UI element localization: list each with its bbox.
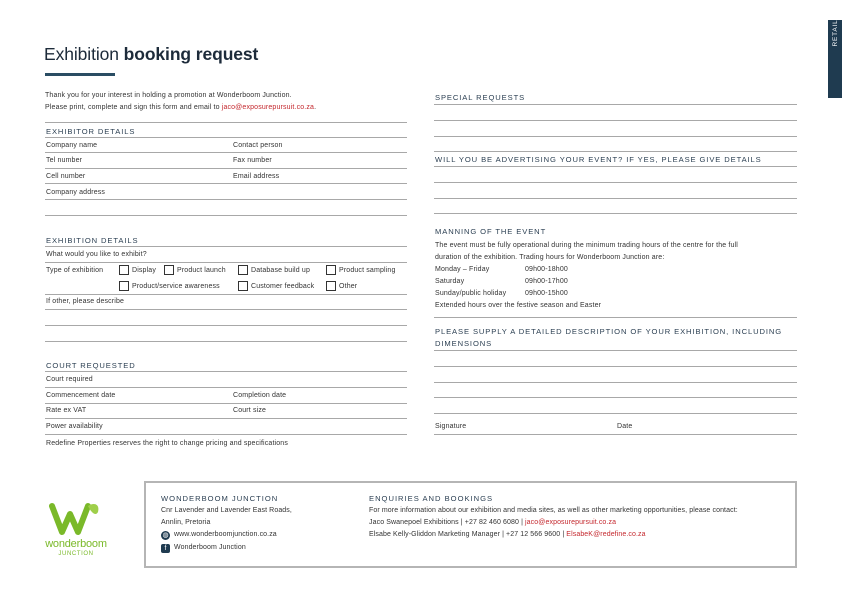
divider xyxy=(45,341,407,342)
display-checkbox[interactable] xyxy=(119,265,129,275)
database-build-up-checkbox[interactable] xyxy=(238,265,248,275)
logo-wordmark: wonderboom xyxy=(45,538,107,550)
fax-number-field[interactable]: Fax number xyxy=(233,157,272,164)
exhibit-question: What would you like to exhibit? xyxy=(46,251,147,258)
retail-tab-label: RETAIL xyxy=(832,19,839,47)
description-line[interactable] xyxy=(434,382,797,383)
contact-jaco-email[interactable]: jaco@exposurepursuit.co.za xyxy=(525,519,617,526)
divider xyxy=(45,418,407,419)
display-option-label: Display xyxy=(132,267,157,274)
advertising-heading: WILL YOU BE ADVERTISING YOUR EVENT? IF YES, PLEASE GIVE DETAILS xyxy=(435,155,762,164)
product-sampling-option-label: Product sampling xyxy=(339,267,396,274)
power-availability-field[interactable]: Power availability xyxy=(46,423,103,430)
logo-subtitle: JUNCTION xyxy=(58,551,94,557)
facebook-icon: f xyxy=(161,544,170,553)
divider xyxy=(45,122,407,123)
centre-heading: WONDERBOOM JUNCTION xyxy=(161,494,279,503)
wonderboom-w-icon xyxy=(36,500,116,538)
divider xyxy=(45,387,407,388)
database-build-up-option-label: Database build up xyxy=(251,267,310,274)
divider xyxy=(45,168,407,169)
court-required-field[interactable]: Court required xyxy=(46,376,93,383)
description-line[interactable] xyxy=(434,350,797,351)
product-launch-option-label: Product launch xyxy=(177,267,226,274)
type-of-exhibition-label: Type of exhibition xyxy=(46,267,104,274)
wonderboom-logo xyxy=(36,500,116,560)
divider xyxy=(45,137,407,138)
manning-heading: MANNING OF THE EVENT xyxy=(435,227,547,236)
description-heading-line-1: PLEASE SUPPLY A DETAILED DESCRIPTION OF YOUR EXHIBITION, INCLUDING xyxy=(435,327,783,336)
tel-number-field[interactable]: Tel number xyxy=(46,157,83,164)
advertising-line[interactable] xyxy=(434,213,797,214)
hours-day-saturday: Saturday xyxy=(435,278,465,285)
company-name-field[interactable]: Company name xyxy=(46,142,98,149)
pricing-disclaimer: Redefine Properties reserves the right to change pricing and specifications xyxy=(46,440,288,447)
product-sampling-checkbox[interactable] xyxy=(326,265,336,275)
enquiries-text: For more information about our exhibition and media sites, as well as other marketing opportunities, please contact: xyxy=(369,507,738,514)
customer-feedback-option-label: Customer feedback xyxy=(251,283,315,290)
court-requested-heading: COURT REQUESTED xyxy=(46,361,136,370)
description-line[interactable] xyxy=(434,397,797,398)
email-address-field[interactable]: Email address xyxy=(233,173,280,180)
divider xyxy=(45,183,407,184)
rate-ex-vat-field[interactable]: Rate ex VAT xyxy=(46,407,87,414)
intro-prefix: Please print, complete and sign this form and email to xyxy=(45,104,222,111)
divider xyxy=(434,317,797,318)
website-link[interactable]: www.wonderboomjunction.co.za xyxy=(174,531,277,538)
divider xyxy=(45,246,407,247)
cell-number-field[interactable]: Cell number xyxy=(46,173,86,180)
completion-date-field[interactable]: Completion date xyxy=(233,392,287,399)
divider xyxy=(45,294,407,295)
advertising-line[interactable] xyxy=(434,182,797,183)
address-line-1: Cnr Lavender and Lavender East Roads, xyxy=(161,507,292,514)
facebook-link[interactable]: Wonderboom Junction xyxy=(174,544,246,551)
special-requests-line[interactable] xyxy=(434,151,797,152)
extended-hours-note: Extended hours over the festive season and Easter xyxy=(435,302,602,309)
contact-person-field[interactable]: Contact person xyxy=(233,142,283,149)
advertising-line[interactable] xyxy=(434,198,797,199)
exhibitor-details-heading: EXHIBITOR DETAILS xyxy=(46,127,136,136)
retail-tab xyxy=(828,20,842,98)
contact-jaco-text: Jaco Swanepoel Exhibitions | +27 82 460 6080 | xyxy=(369,519,526,526)
enquiries-heading: ENQUIRIES AND BOOKINGS xyxy=(369,494,494,503)
other-checkbox[interactable] xyxy=(326,281,336,291)
product-service-awareness-option-label: Product/service awareness xyxy=(132,283,220,290)
title-bold: booking request xyxy=(123,44,259,64)
divider xyxy=(45,371,407,372)
company-address-field[interactable]: Company address xyxy=(46,189,106,196)
contact-jaco xyxy=(369,517,616,530)
hours-time-sunday: 09h00-15h00 xyxy=(525,290,568,297)
special-requests-line[interactable] xyxy=(434,136,797,137)
contact-elsabe xyxy=(369,529,646,542)
product-service-awareness-checkbox[interactable] xyxy=(119,281,129,291)
divider xyxy=(45,152,407,153)
divider xyxy=(45,262,407,263)
court-size-field[interactable]: Court size xyxy=(233,407,267,414)
divider xyxy=(45,325,407,326)
manning-line-2: duration of the exhibition. Trading hours for Wonderboom Junction are: xyxy=(435,254,665,261)
title-underline xyxy=(45,73,115,76)
date-field[interactable]: Date xyxy=(617,423,633,430)
if-other-field[interactable]: If other, please describe xyxy=(46,298,125,305)
contact-elsabe-text: Elsabe Kelly-Gliddon Marketing Manager | +27 12 566 9600 | xyxy=(369,531,567,538)
description-line[interactable] xyxy=(434,413,797,414)
description-line[interactable] xyxy=(434,366,797,367)
description-heading-line-2: DIMENSIONS xyxy=(435,339,493,348)
divider xyxy=(45,215,407,216)
divider xyxy=(45,199,407,200)
contact-elsabe-email[interactable]: ElsabeK@redefine.co.za xyxy=(566,531,646,538)
special-requests-line[interactable] xyxy=(434,120,797,121)
special-requests-line[interactable] xyxy=(434,104,797,105)
address-line-2: Annlin, Pretoria xyxy=(161,519,211,526)
intro-suffix: . xyxy=(314,104,317,111)
divider xyxy=(45,403,407,404)
other-option-label: Other xyxy=(339,283,358,290)
exhibition-details-heading: EXHIBITION DETAILS xyxy=(46,236,139,245)
title-regular: Exhibition xyxy=(44,44,119,64)
intro-email-link[interactable]: jaco@exposurepursuit.co.za xyxy=(221,104,315,111)
divider xyxy=(45,309,407,310)
hours-time-saturday: 09h00-17h00 xyxy=(525,278,568,285)
hours-day-weekday: Monday – Friday xyxy=(435,266,490,273)
product-launch-checkbox[interactable] xyxy=(164,265,174,275)
divider xyxy=(434,434,797,435)
intro-line-2 xyxy=(45,102,316,114)
page-title xyxy=(44,44,258,65)
commencement-date-field[interactable]: Commencement date xyxy=(46,392,116,399)
manning-line-1: The event must be fully operational during the minimum trading hours of the centre for the full xyxy=(435,242,738,249)
hours-day-sunday: Sunday/public holiday xyxy=(435,290,507,297)
advertising-line[interactable] xyxy=(434,166,797,167)
intro-line-1: Thank you for your interest in holding a promotion at Wonderboom Junction. xyxy=(45,92,292,99)
signature-field[interactable]: Signature xyxy=(435,423,467,430)
globe-icon: ◍ xyxy=(162,532,169,539)
divider xyxy=(45,434,407,435)
special-requests-heading: SPECIAL REQUESTS xyxy=(435,93,526,102)
hours-time-weekday: 09h00-18h00 xyxy=(525,266,568,273)
customer-feedback-checkbox[interactable] xyxy=(238,281,248,291)
